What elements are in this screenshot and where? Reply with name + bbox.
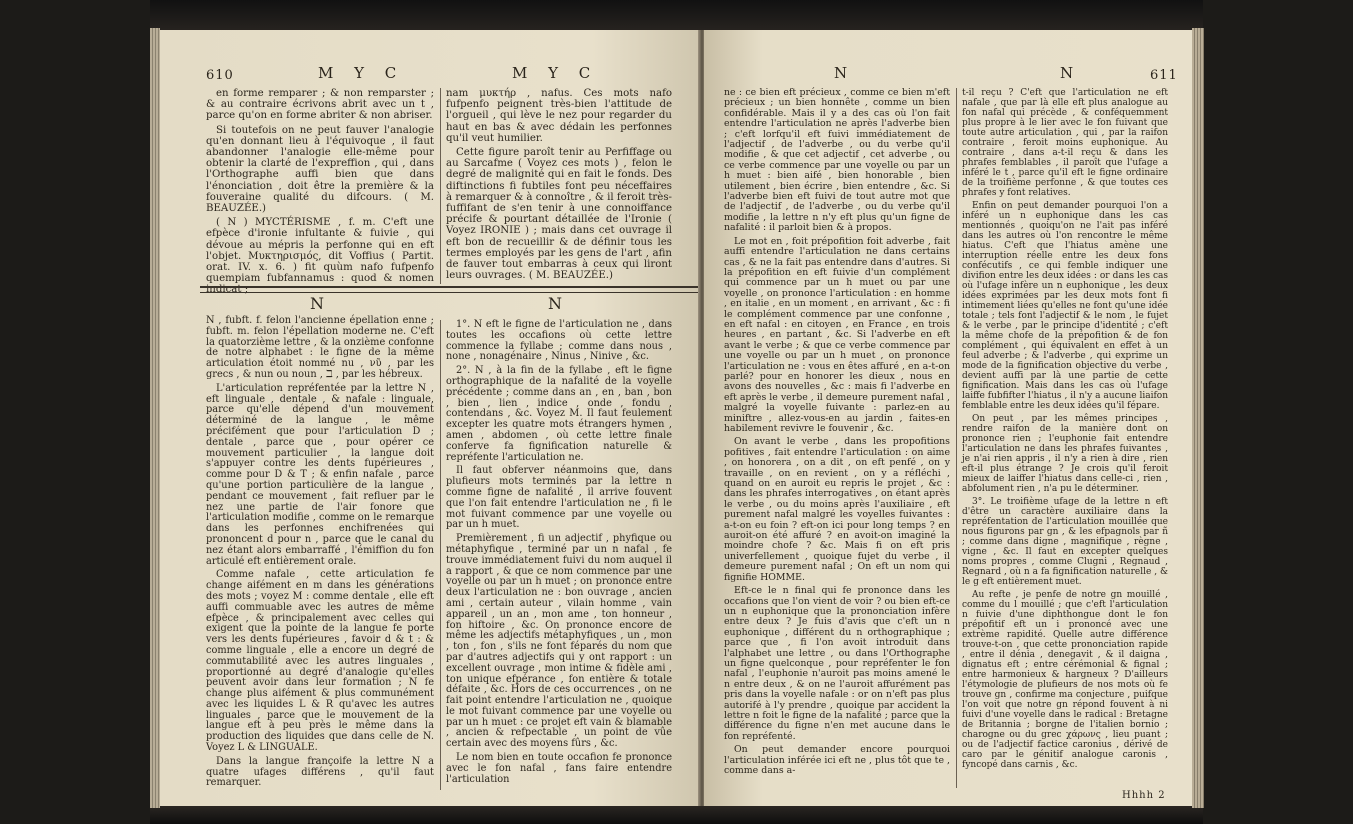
left-col1-bottom [206,316,434,792]
paragraph: 3°. Le troifième ufage de la lettre n eft d'être un caractère auxiliaire dans la repréfentation de l'articulation mouillée que nous figurons par gn , & les efpagnols par ñ ; comme dans digne , magnifique , règne , vigne , &c. Il faut en excepter quelques noms propres , comme Clugni , Regnaud , Regnard , où n a fa fignification naturelle , & le g eft entièrement muet. [962,497,1168,587]
paragraph: Dans la langue françoife la lettre N a quatre ufages différens , qu'il faut remarquer. [206,755,434,789]
right-col1 [724,88,950,779]
paragraph: ( N ) MYCTÉRISME , f. m. C'eft une efpèce d'ironie infultante & fuivie , qui dévoue au mépris la perfonne qui en eft l'objet. Mυκτηρισμός, dit Voffius ( Partit. orat. IV. x. 6. ) fit quùm nafo fufpenfo quempiam fubfannamus : quod & nomen indicat ; [206,217,434,296]
paragraph: On avant le verbe , dans les propofitions pofitives , fait entendre l'articulation : on aime , on honorera , on a dit , on eft penfé , on y travaille , on en revient , on y a réfléchi , quand on en auroit eu repris le projet , &c : dans les phrafes interrogatives , on étant après le verbe , ou du moins après l'auxiliaire , eft purement nafal malgré les voyelles fuivantes : a-t-on eu foin ? eft-on ici pour long temps ? en auroit-on été affuré ? en avoit-on imaginé la moindre chofe ? &c. Mais fi on eft pris univerfellement , quoique fujet du verbe , il demeure purement nafal ; On eft un nom qui fignifie HOMME. [724,436,950,583]
section-rule [200,286,700,293]
paragraph: 1°. N eft le figne de l'articulation ne , dans toutes les occafions où cette lettre commence la fyllabe ; comme dans nous , none , nonagénaire , Ninus , Ninive , &c. [446,319,672,363]
book-bottom-edge [150,806,1203,824]
paragraph: t-il reçu ? C'eft que l'articulation ne eft nafale , que par là elle eft plus analogue au fon nafal qui précède , & conféquemment plus propre à le lier avec le fon fuivant que toute autre articulation , qui , par la raifon contraire , feroit moins euphonique. Au contraire , dans a-t-il reçu & dans les phrafes femblables , il paroît que l'ufage a inféré le t , parce qu'il eft le figne ordinaire de la troifième perfonne , & que toutes ces phrafes y font relatives. [962,88,1168,198]
paragraph: Le mot en , foit prépofition foit adverbe , fait auffi entendre l'articulation ne dans certains cas , & ne la fait pas entendre dans d'autres. Si la prépofition en eft fuivie d'un complément qui commence par un h muet ou par une voyelle , on prononce l'articulation : en homme , en italie , en un moment , en arrivant , &c : fi le complément commence par une confonne , en eft nafal : en citoyen , en France , en trois heures , en partant , &c. Si l'adverbe en eft avant le verbe ; & que ce verbe commence par une voyelle ou par un h muet , on prononce l'articulation ne : vous en êtes affuré , en a-t-on parlé? pour en honorer les dieux , nous en avons des nouvelles , &c : mais fi l'adverbe en eft après le verbe , il demeure purement nafal , malgré la voyelle fuivante : parlez-en au miniftre , allez-vous-en au jardin , faites-en habilement revivre le fouvenir , &c. [724,235,950,434]
paragraph: Au refte , je penfe de notre gn mouillé , comme du l mouillé ; que c'eft l'articulation n fuivie d'une diphthongue dont le fon prépofitif eft un i prononcé avec une extrème rapidité. Quelle autre différence trouve-t-on , que cette prononciation rapide , entre il dénia , denegavit , & il daigna , dignatus eft ; entre cérémonial & fignal ; entre harmonieux & hargneux ? D'ailleurs l'étymologie de plufieurs de nos mots où fe trouve gn , confirme ma conjecture , puifque l'on voit que notre gn répond fouvent à ni fuivi d'une voyelle dans le radical : Bretagne de Britannia ; borgne de l'italien bornio ; charogne ou du grec χάρωνς , lieu puant ; ou de l'adjectif factice caronius , dérivé de caro par le génitif analogue caronis , fyncopé dans carnis , &c. [962,590,1168,770]
signature-mark: Hhhh 2 [1122,790,1166,801]
left-running-head-2: M Y C [512,64,599,82]
section-heading-n-1: N [310,294,324,313]
left-col1-top [206,88,434,299]
right-running-head-1: N [834,64,856,82]
paragraph: Premièrement , fi un adjectif , phyfique ou métaphyfique , terminé par un n nafal , fe trouve immédiatement fuivi du nom auquel il a rapport , & que ce nom commence par une voyelle ou par un h muet ; on prononce entre deux l'articulation ne : bon ouvrage , ancien ami , certain auteur , vilain homme , vain appareil , un an , mon ame , ton honneur , fon hiftoire , &c. On prononce encore de même les adjectifs métaphyfiques , un , mon , ton , fon , s'ils ne font féparés du nom que par d'autres adjectifs qui y ont rapport : un excellent ouvrage , mon intime & fidèle ami , ton unique efpérance , fon entière & totale défaite , &c. Hors de ces occurrences , on ne fait point entendre l'articulation ne , quoique le mot fuivant commence par une voyelle ou par un h muet : ce projet eft vain & blamable , ancien & refpectable , un point de vûe certain avec des moyens fûrs , &c. [446,533,672,750]
right-page-number: 611 [1150,68,1178,83]
left-page-number: 610 [206,68,234,83]
left-running-head-1: M Y C [318,64,405,82]
column-divider [440,88,441,284]
column-divider [440,320,441,790]
column-divider [956,88,957,788]
paragraph: 2°. N , à la fin de la fyllabe , eft le figne orthographique de la nafalité de la voyelle précédente ; comme dans an , en , ban , bon , bien , lien , indice , onde , fondu , contendans , &c. Voyez M. Il faut feulement excepter les quatre mots étrangers hymen , amen , abdomen , où cette lettre finale conferve fa fignification naturelle & repréfente l'articulation ne. [446,365,672,463]
paragraph: Cette figure paroît tenir au Perfiffage ou au Sarcafme ( Voyez ces mots ) , felon le degré de malignité qui en fait le fonds. Des diftinctions fi fubtiles font peu néceffaires à remarquer & à connoître , & il feroit très-fuffifant de s'en tenir à une connoiffance précife & pourtant détaillée de l'Ironie ( Voyez IRONIE ) ; mais dans cet ouvrage il eft bon de recueillir & de définir tous les termes employés par les gens de l'art , afin de fauver tout embarras à ceux qui liront leurs ouvrages. ( M. BEAUZÉE.) [446,147,672,282]
left-col2-bottom [446,320,672,788]
paragraph: en forme remparer ; & non remparster ; & au contraire écrivons abrit avec un t , parce qu'on en forme abriter & non abriser. [206,88,434,122]
left-col2-top [446,88,672,284]
left-page [160,30,700,806]
paragraph: On peut demander encore pourquoi l'articulation inférée ici eft ne , plus tôt que te , comme dans a- [724,744,950,776]
section-heading-n-2: N [548,294,562,313]
paragraph: ne : ce bien eft précieux , comme ce bien m'eft précieux ; un bien honnête , comme un bien confidérable. Mais il y a des cas où l'on fait entendre l'articulation ne après l'adverbe bien ; c'eft lorfqu'il eft fuivi immédiatement de l'adjectif , de l'adverbe , ou du verbe qu'il modifie , & que cet adjectif , cet adverbe , ou ce verbe commence par une voyelle ou par un h muet : bien aifé , bien honorable , bien utilement , bien écrire , bien entendre , &c. Si l'adverbe bien eft fuivi de tout autre mot que de l'adjectif , de l'adverbe , ou du verbe qu'il modifie , la lettre n n'y eft plus qu'un figne de nafalité : il parloit bien & à propos. [724,87,950,234]
paragraph: Enfin on peut demander pourquoi l'on a inféré un n euphonique dans les cas mentionnés , quoiqu'on ne l'ait pas inféré dans les autres où l'on rencontre le même hiatus. C'eft que l'hiatus amène une interruption réelle entre les deux fons confécutifs , ce qui femble indiquer une divifion entre les deux idées : or dans les cas où l'ufage infère un n euphonique , les deux idées exprimées par les deux mots font fi intimement liées qu'elles ne font qu'une idée totale ; tels font l'adjectif & le nom , le fujet & le verbe , par le principe d'identité ; c'eft la même chofe de la prépofition & de fon complément , qui équivalent en effet à un feul adverbe ; & l'adverbe , qui exprime un mode de la fignification objective du verbe , devient auffi par là une partie de cette fignification. Mais dans les cas où l'ufage laiffe fubfifter l'hiatus , il n'y a aucune liaifon femblable entre les deux idées qu'il fépare. [962,201,1168,411]
paragraph: On peut , par les mêmes principes , rendre raifon de la manière dont on prononce rien ; l'euphonie fait entendre l'articulation ne dans les phrafes fuivantes , je n'ai rien appris , il n'y a rien à dire , rien eft-il plus étrange ? Je crois qu'il feroit mieux de laiffer l'hiatus dans celle-ci , rien , abfolument rien , n'a pu le déterminer. [962,414,1168,494]
paragraph: Si toutefois on ne peut fauver l'analogie qu'en donnant lieu à l'équivoque , il faut abandonner l'analogie elle-même pour obtenir la clarté de l'expreffion , qui , dans l'Orthographe auffi bien que dans l'énonciation , doit être la première & la fouveraine qualité du difcours. ( M. BEAUZÉE.) [206,124,434,215]
paragraph: Eft-ce le n final qui fe prononce dans les occafions que l'on vient de voir ? ou bien eft-ce un n euphonique que la prononciation infère entre deux ? Je fuis d'avis que c'eft un n euphonique , différent du n orthographique ; parce que , fi l'on avoit introduit dans l'alphabet une lettre , ou dans l'Orthographe un figne quelconque , pour repréfenter le fon nafal , l'euphonie n'auroit pas moins amené le n entre deux , & on ne l'auroit affurément pas pris dans la voyelle nafale : or on n'eft pas plus autorifé à l'y prendre , quoique par accident la lettre n foit le figne de la nafalité ; parce que la différence du figne n'en met aucune dans le fon repréfenté. [724,585,950,742]
right-page [704,30,1192,806]
paragraph: nam μυκτήρ , nafus. Ces mots nafo fufpenfo peignent très-bien l'attitude de l'orgueil , qui lève le nez pour regarder du haut en bas & avec dédain les perfonnes qu'il veut humilier. [446,88,672,144]
paragraph: Comme nafale , cette articulation fe change aifément en m dans les générations des mots ; voyez M : comme dentale , elle eft auffi commuable avec les autres de même efpèce , & principalement avec celles qui exigent que la pointe de la langue fe porte vers les dents fupérieures , favoir d & t : & comme linguale , elle a encore un degré de commutabilité avec les autres linguales , proportionné au degré d'analogie qu'elles peuvent avoir dans leur formation ; N fe change plus aifément & plus communément avec les liquides L & R qu'avec les autres linguales , parce que le mouvement de la langue eft à peu près le même dans la production des liquides que dans celle de N. Voyez L & LINGUALE. [206,569,434,754]
paragraph: N , fubft. f. felon l'ancienne épellation enne ; fubft. m. felon l'épellation moderne ne. C'eft la quatorzième lettre , & la onzième confonne de notre alphabet : le figne de la même articulation étoit nommé nu , νῦ , par les grecs , & nun ou noun , ℶ , par les hébreux. [206,315,435,380]
right-col2 [962,88,1168,773]
left-page-stack-edge [150,28,160,808]
paragraph: Il faut obferver néanmoins que, dans plufieurs mots terminés par la lettre n comme figne de nafalité , il arrive fouvent que l'on fait entendre l'articulation ne , fi le mot fuivant commence par une voyelle ou par un h muet. [446,465,672,531]
paragraph: Le nom bien en toute occafion fe prononce avec le fon nafal , fans faire entendre l'articulation [446,752,672,785]
paragraph: L'articulation repréfentée par la lettre N , eft linguale , dentale , & nafale : linguale, parce qu'elle dépend d'un mouvement déterminé de la langue , le même précifément que pour l'articulation D ; dentale , parce que , pour opérer ce mouvement particulier , la langue doit s'appuyer contre les dents fupérieures , comme pour D & T ; & enfin nafale , parce qu'une portion particulière de la langue , pendant ce mouvement , fait refluer par le nez une partie de l'air fonore que l'articulation modifie , comme on le remarque dans les perfonnes enchifrenées qui prononcent d pour n , parce que le canal du nez étant alors embarraffé , l'émiffion du fon articulé eft entièrement orale. [206,382,434,567]
right-page-stack-edge [1192,28,1204,808]
right-running-head-2: N [1060,64,1082,82]
